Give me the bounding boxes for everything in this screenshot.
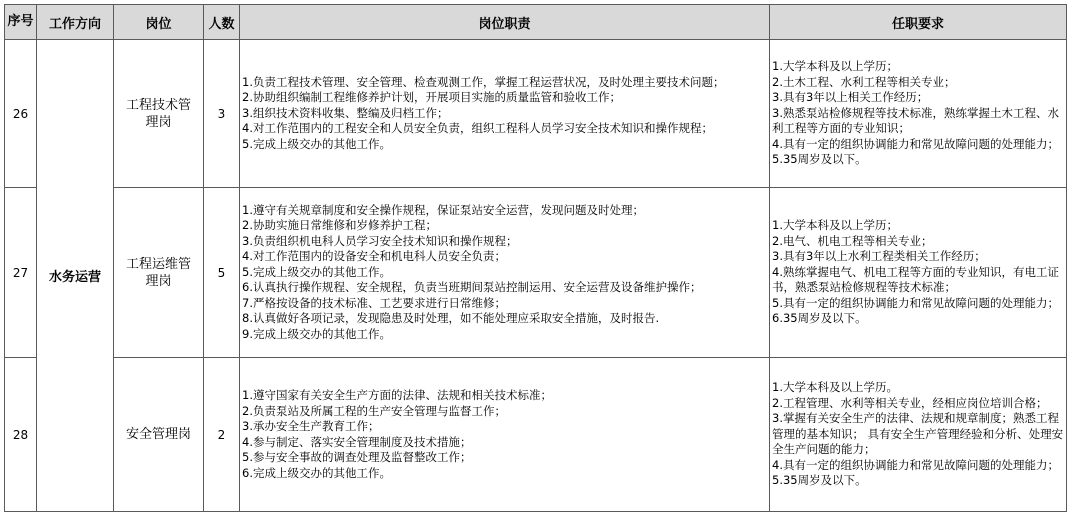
header-direction: 工作方向: [37, 5, 114, 40]
duty-item: 3.组织技术资料收集、整编及归档工作；: [242, 105, 449, 120]
row-seq: 27: [5, 188, 37, 358]
table-row: [5, 188, 1067, 358]
requirement-item: 1.大学本科及以上学历；: [772, 218, 898, 233]
duty-item: 9.完成上级交办的其他工作。: [242, 326, 391, 341]
requirement-item: 4.具有一定的组织协调能力和常见故障问题的处理能力；: [772, 136, 1059, 151]
duty-item: 5.完成上级交办的其他工作。: [242, 264, 391, 279]
duty-item: 8.认真做好各项记录，发现隐患及时处理，如不能处理应采取安全措施，及时报告.: [242, 311, 660, 326]
duty-item: 4.对工作范围内的设备安全和机电科人员安全负责；: [242, 249, 506, 264]
requirement-item: 3.掌握有关安全生产的法律、法规和规章制度；熟悉工程管理的基本知识； 具有安全生产管理经验和分析、处理安全生产问题的能力；: [772, 411, 1064, 457]
job-table: [4, 4, 1067, 512]
requirement-item: 5.35周岁及以下。: [772, 152, 867, 167]
requirement-item: 3.具有3年以上水利工程类相关工作经历；: [772, 249, 986, 264]
row-requirements: [770, 358, 1067, 512]
row-requirements: [770, 188, 1067, 358]
duty-item: 5.参与安全事故的调查处理及监督整改工作；: [242, 450, 472, 464]
duty-item: 2.协助组织编制工程维修养护计划，开展项目实施的质量监管和验收工作；: [242, 90, 621, 105]
row-seq: 28: [5, 358, 37, 512]
duty-item: 2.协助实施日常维修和岁修养护工程；: [242, 218, 437, 233]
table-row: [5, 40, 1067, 188]
row-position: 工程运维管理岗: [114, 188, 204, 358]
row-requirements: [770, 40, 1067, 188]
requirement-item: 5.具有一定的组织协调能力和常见故障问题的处理能力；: [772, 295, 1059, 310]
row-count: 2: [204, 358, 240, 512]
requirement-item: 1.大学本科及以上学历。: [772, 380, 898, 395]
requirement-item: 6.35周岁及以下。: [772, 311, 867, 326]
row-duties: [240, 358, 770, 512]
requirement-item: 2.电气、机电工程等相关专业；: [772, 233, 933, 248]
requirement-item: 3.熟悉泵站检修规程等技术标准，熟练掌握土木工程、水利工程等方面的专业知识；: [772, 105, 1059, 136]
requirement-item: 4.熟练掌握电气、机电工程等方面的专业知识，有电工证书，熟悉泵站检修规程等技术标准；: [772, 264, 1059, 295]
row-count: 3: [204, 40, 240, 188]
requirement-item: 3.具有3年以上相关工作经历；: [772, 90, 929, 105]
row-duties: [240, 188, 770, 358]
header-duties: 岗位职责: [240, 5, 770, 40]
duty-item: 5.完成上级交办的其他工作。: [242, 136, 391, 151]
duty-item: 4.参与制定、落实安全管理制度及技术措施；: [242, 434, 472, 449]
duty-item: 1.负责工程技术管理、安全管理、检查观测工作，掌握工程运营状况，及时处理主要技术问题；: [242, 74, 725, 89]
row-duties: [240, 40, 770, 188]
duty-item: 3.承办安全生产教育工作；: [242, 419, 380, 433]
duty-item: 6.认真执行操作规程、安全规程，负责当班期间泵站控制运用、安全运营及设备维护操作；: [242, 280, 702, 295]
duty-item: 3.负责组织机电科人员学习安全技术知识和操作规程；: [242, 233, 518, 248]
requirement-item: 4.具有一定的组织协调能力和常见故障问题的处理能力；: [772, 457, 1059, 472]
duty-item: 6.完成上级交办的其他工作。: [242, 465, 391, 480]
row-position: 安全管理岗: [114, 358, 204, 512]
row-count: 5: [204, 188, 240, 358]
requirement-item: 2.工程管理、水利等相关专业，经相应岗位培训合格；: [772, 395, 1048, 410]
duty-item: 1.遵守国家有关安全生产方面的法律、法规和相关技术标准；: [242, 388, 552, 402]
duty-item: 1.遵守有关规章制度和安全操作规程，保证泵站安全运营，发现问题及时处理；: [242, 202, 644, 217]
header-position: 岗位: [114, 5, 204, 40]
requirement-item: 2.土木工程、水利工程等相关专业；: [772, 74, 956, 89]
header-row: [5, 5, 1067, 40]
requirement-item: 5.35周岁及以下。: [772, 473, 867, 488]
duty-item: 4.对工作范围内的工程安全和人员安全负责，组织工程科人员学习安全技术知识和操作规程；: [242, 121, 713, 136]
duty-item: 2.负责泵站及所属工程的生产安全管理与监督工作；: [242, 403, 506, 418]
work-direction: 水务运营: [37, 40, 114, 512]
duty-item: 7.严格按设备的技术标准、工艺要求进行日常维修；: [242, 295, 506, 310]
row-seq: 26: [5, 40, 37, 188]
header-count: 人数: [204, 5, 240, 40]
header-requirements: 任职要求: [770, 5, 1067, 40]
header-seq: 序号: [5, 5, 37, 40]
requirement-item: 1.大学本科及以上学历；: [772, 59, 898, 74]
table-row: [5, 358, 1067, 512]
row-position: 工程技术管理岗: [114, 40, 204, 188]
